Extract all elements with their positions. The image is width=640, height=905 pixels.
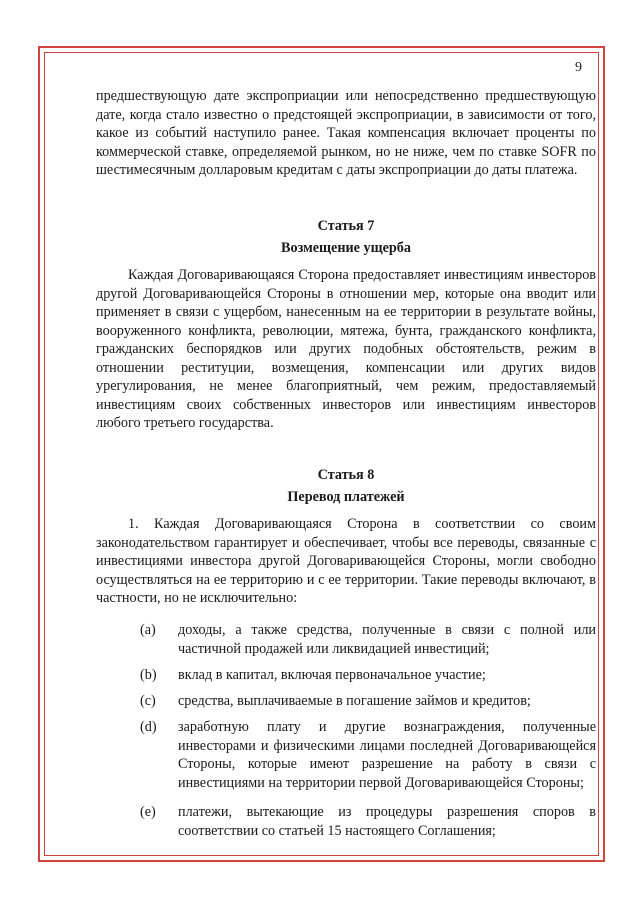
list-item-text: платежи, вытекающие из процедуры разрешения споров в соответствии со статьей 15 настоящего Соглашения; [178,804,596,839]
list-marker: (c) [140,693,156,709]
list-item-text: заработную плату и другие вознаграждения, полученные инвесторами и физическими лицами последней Договаривающейся Стороны, которые имеют разрешение на работу в связи с инвестициями на территории первой Договаривающейся Стороны; [178,719,596,791]
list-marker: (d) [140,719,157,735]
intro-paragraph: предшествующую дате экспроприации или непосредственно предшествующую дате, когда стало известно о предстоящей экспроприации, в зависимости от того, какое из событий наступило ранее. Такая компенсация включает проценты по коммерческой ставке, определяемой рынком, но не ниже, чем по ставке SOFR по шестимесячным долларовым кредитам с даты экспроприации до даты платежа. [96,88,596,178]
page-number: 9 [575,60,582,75]
list-item-text: средства, выплачиваемые в погашение займов и кредитов; [178,693,531,709]
list-marker: (a) [140,622,156,638]
list-item-text: вклад в капитал, включая первоначальное участие; [178,667,486,683]
list-marker: (e) [140,804,156,820]
article-8-title: Перевод платежей [287,489,405,505]
article-7-number: Статья 7 [317,218,375,234]
article-7-text: Каждая Договаривающаяся Сторона предоставляет инвестициям инвесторов другой Договаривающейся Стороны в отношении мер, которые она вводит или применяет в связи с ущербом, нанесенным на ее территории в результате войны, вооруженного конфликта, революции, мятежа, бунта, гражданского конфликта, гражданских беспорядков или других подобных обстоятельств, режим в отношении реституции, возмещения, компенсации или других видов урегулирования, не менее благоприятный, чем режим, предоставляемый инвестициям своих собственных инвесторов или инвестициям инвесторов любого третьего государства. [96,267,596,431]
list-item-text: доходы, а также средства, полученные в связи с полной или частичной продажей или ликвидацией инвестиций; [178,622,596,657]
article-8-number: Статья 8 [317,467,375,483]
article-8-clause-1: 1. Каждая Договаривающаяся Сторона в соответствии со своим законодательством гарантирует и обеспечивает, чтобы все переводы, связанные с инвестициями инвестора другой Договаривающейся Стороны, могли свободно осуществляться на ее территорию и с ее территории. Такие переводы включают, в частности, но не исключительно: [96,516,596,606]
article-7-title: Возмещение ущерба [281,240,411,256]
list-marker: (b) [140,667,157,683]
